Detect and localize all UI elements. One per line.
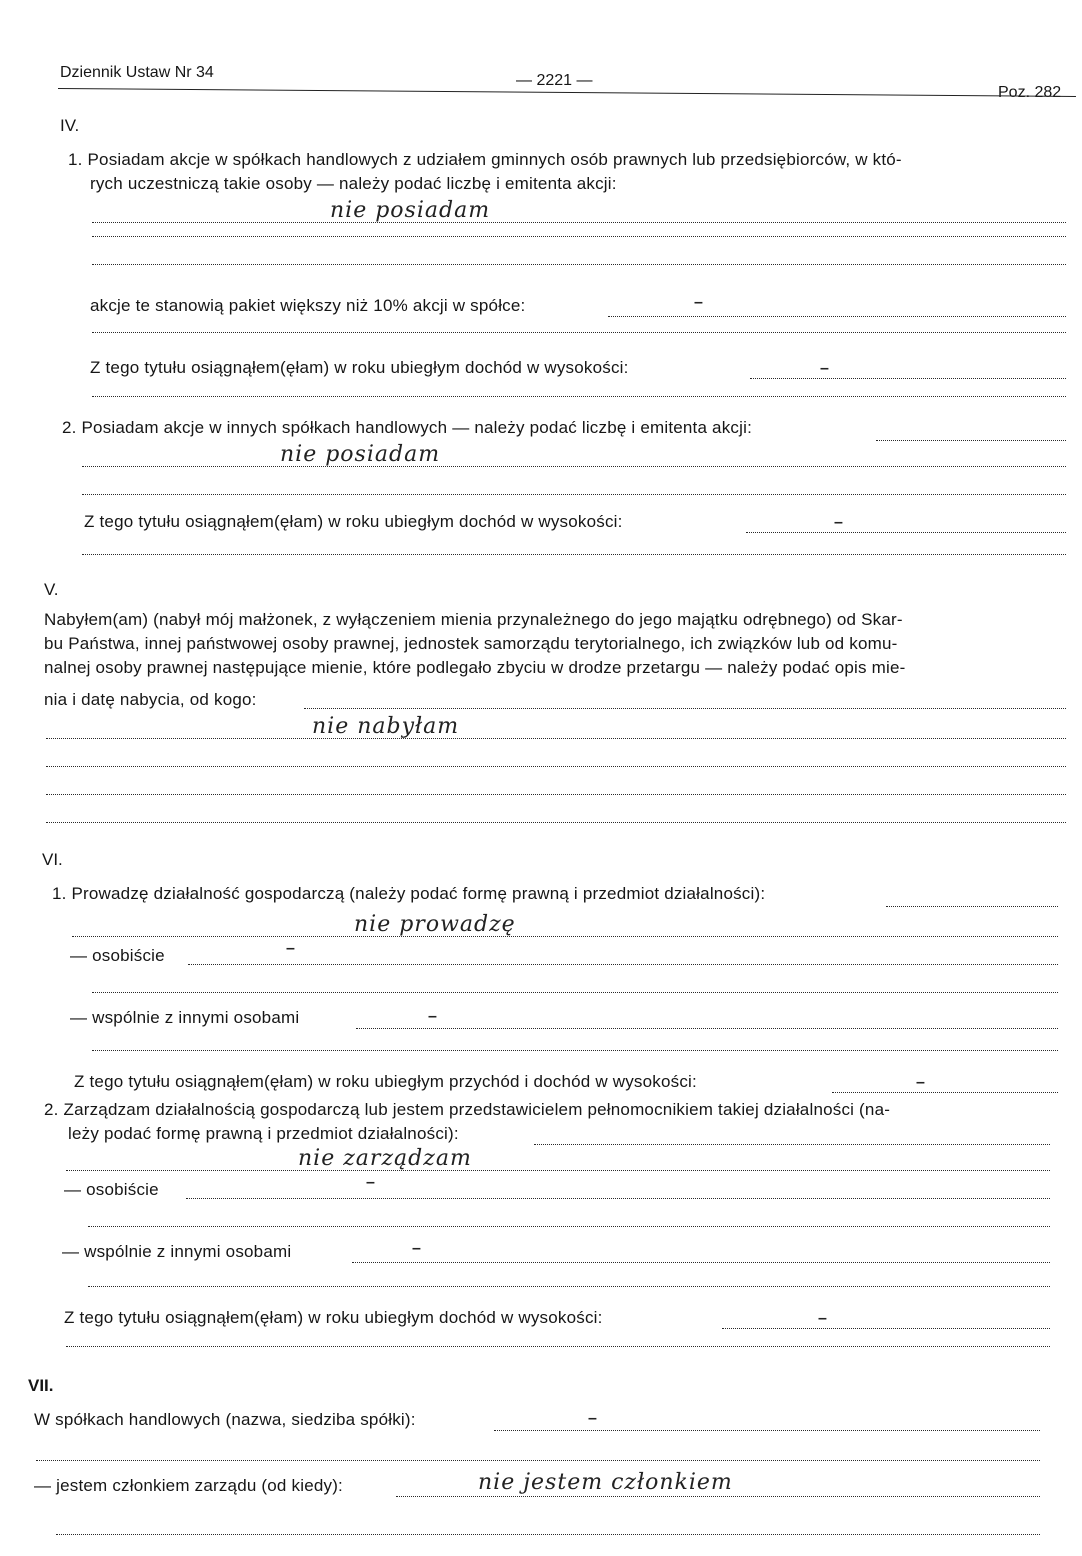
- iv-item1-income-line: [750, 378, 1066, 379]
- vii-board-label: — jestem członkiem zarządu (od kiedy):: [34, 1476, 343, 1495]
- iv-item2-blank-line: [82, 554, 1066, 555]
- vi-item1-text-tail-line: [886, 906, 1058, 907]
- iv-item1-answer-line: [92, 222, 1066, 223]
- v-blank-line: [46, 766, 1066, 767]
- iv-item2-answer-line: [82, 466, 1066, 467]
- vi-item2-joint-label: — wspólnie z innymi osobami: [62, 1242, 292, 1261]
- v-answer: nie nabyłam: [312, 714, 460, 739]
- iv-item1-text-line1: 1. Posiadam akcje w spółkach handlowych z udziałem gminnych osób prawnych lub przedsiębiorców, w któ-: [68, 150, 902, 169]
- v-answer-line: [46, 738, 1066, 739]
- section-v-numeral: V.: [44, 580, 59, 599]
- vi-item2-joint-line: [352, 1262, 1050, 1263]
- vi-item2-joint-answer: –: [412, 1240, 421, 1257]
- vi-item2-personal-label: — osobiście: [64, 1180, 159, 1199]
- vi-item2-blank-line: [88, 1226, 1050, 1227]
- vi-item2-income-label: Z tego tytułu osiągnąłem(ęłam) w roku ubiegłym dochód w wysokości:: [64, 1308, 603, 1327]
- section-vi-numeral: VI.: [42, 850, 63, 869]
- vi-item2-personal-line: [186, 1198, 1050, 1199]
- v-text-line3: nalnej osoby prawnej następujące mienie, które podlegało zbyciu w drodze przetargu — należy podać opis mie-: [44, 658, 906, 677]
- section-vii-numeral: VII.: [28, 1376, 54, 1395]
- vi-item2-answer-line: [66, 1170, 1050, 1171]
- iv-item2-answer-tail-line: [876, 440, 1066, 441]
- vi-item1-blank-line: [92, 1050, 1058, 1051]
- vi-item2-income-line: [722, 1328, 1050, 1329]
- vi-item2-personal-answer: –: [366, 1174, 375, 1191]
- vi-item2-blank-line: [88, 1286, 1050, 1287]
- vii-companies-label: W spółkach handlowych (nazwa, siedziba spółki):: [34, 1410, 416, 1429]
- iv-item1-blank-line: [92, 396, 1066, 397]
- vi-item1-joint-answer: –: [428, 1008, 437, 1025]
- vi-item2-answer: nie zarządzam: [298, 1146, 472, 1171]
- iv-item1-packet-line: [608, 316, 1066, 317]
- iv-item1-packet-answer: –: [694, 294, 703, 311]
- iv-item2-blank-line: [82, 494, 1066, 495]
- vi-item1-answer: nie prowadzę: [354, 912, 516, 937]
- vii-board-line: [396, 1496, 1040, 1497]
- vi-item1-joint-label: — wspólnie z innymi osobami: [70, 1008, 300, 1027]
- vi-item2-text-tail-line: [534, 1144, 1050, 1145]
- vi-item2-income-answer: –: [818, 1310, 827, 1327]
- vi-item1-income-line: [832, 1092, 1058, 1093]
- vi-item1-income-answer: –: [916, 1074, 925, 1091]
- vi-item1-text: 1. Prowadzę działalność gospodarczą (należy podać formę prawną i przedmiot działalności):: [52, 884, 766, 903]
- iv-item1-income-label: Z tego tytułu osiągnąłem(ęłam) w roku ubiegłym dochód w wysokości:: [90, 358, 629, 377]
- vii-board-answer: nie jestem członkiem: [478, 1470, 733, 1495]
- vi-item2-text-line1: 2. Zarządzam działalnością gospodarczą lub jestem przedstawicielem pełnomocnikiem takiej działalności (na-: [44, 1100, 891, 1119]
- iv-item2-income-line: [746, 532, 1066, 533]
- journal-title: Dziennik Ustaw Nr 34: [60, 64, 214, 81]
- vi-item2-blank-line: [66, 1346, 1050, 1347]
- vi-item1-joint-line: [356, 1028, 1058, 1029]
- v-text-line2: bu Państwa, innej państwowej osoby prawnej, jednostek samorządu terytorialnego, ich związków lub od komu-: [44, 634, 898, 653]
- iv-item1-blank-line: [92, 332, 1066, 333]
- iv-item1-packet-label: akcje te stanowią pakiet większy niż 10% akcji w spółce:: [90, 296, 526, 315]
- vi-item2-text-line2: leży podać formę prawną i przedmiot działalności):: [68, 1124, 459, 1143]
- iv-item1-blank-line: [92, 236, 1066, 237]
- vi-item1-personal-answer: –: [286, 940, 295, 957]
- v-text-tail-line: [304, 708, 1066, 709]
- vii-blank-line: [56, 1534, 1040, 1535]
- section-iv-numeral: IV.: [60, 116, 80, 135]
- iv-item1-text-line2: rych uczestniczą takie osoby — należy podać liczbę i emitenta akcji:: [90, 174, 617, 193]
- iv-item2-text: 2. Posiadam akcje w innych spółkach handlowych — należy podać liczbę i emitenta akcji:: [62, 418, 752, 437]
- vi-item1-answer-line: [72, 936, 1058, 937]
- vi-item1-personal-line: [188, 964, 1058, 965]
- vii-companies-line: [494, 1430, 1040, 1431]
- iv-item2-income-label: Z tego tytułu osiągnąłem(ęłam) w roku ubiegłym dochód w wysokości:: [84, 512, 623, 531]
- vi-item1-personal-label: — osobiście: [70, 946, 165, 965]
- iv-item1-income-answer: –: [820, 360, 829, 377]
- v-text-line1: Nabyłem(am) (nabył mój małżonek, z wyłączeniem mienia przynależnego do jego majątku odrębnego) od Skar-: [44, 610, 903, 629]
- position-number: Poz. 282: [998, 84, 1062, 101]
- vii-companies-answer: –: [588, 1410, 597, 1427]
- vi-item1-blank-line: [92, 992, 1058, 993]
- v-blank-line: [46, 794, 1066, 795]
- iv-item2-income-answer: –: [834, 514, 843, 531]
- v-blank-line: [46, 822, 1066, 823]
- v-text-line4: nia i datę nabycia, od kogo:: [44, 690, 257, 709]
- vi-item1-income-label: Z tego tytułu osiągnąłem(ęłam) w roku ubiegłym przychód i dochód w wysokości:: [74, 1072, 697, 1091]
- iv-item1-blank-line: [92, 264, 1066, 265]
- iv-item2-answer: nie posiadam: [280, 442, 441, 467]
- vii-blank-line: [36, 1460, 1040, 1461]
- iv-item1-answer: nie posiadam: [330, 198, 491, 223]
- page-number: — 2221 —: [516, 72, 593, 89]
